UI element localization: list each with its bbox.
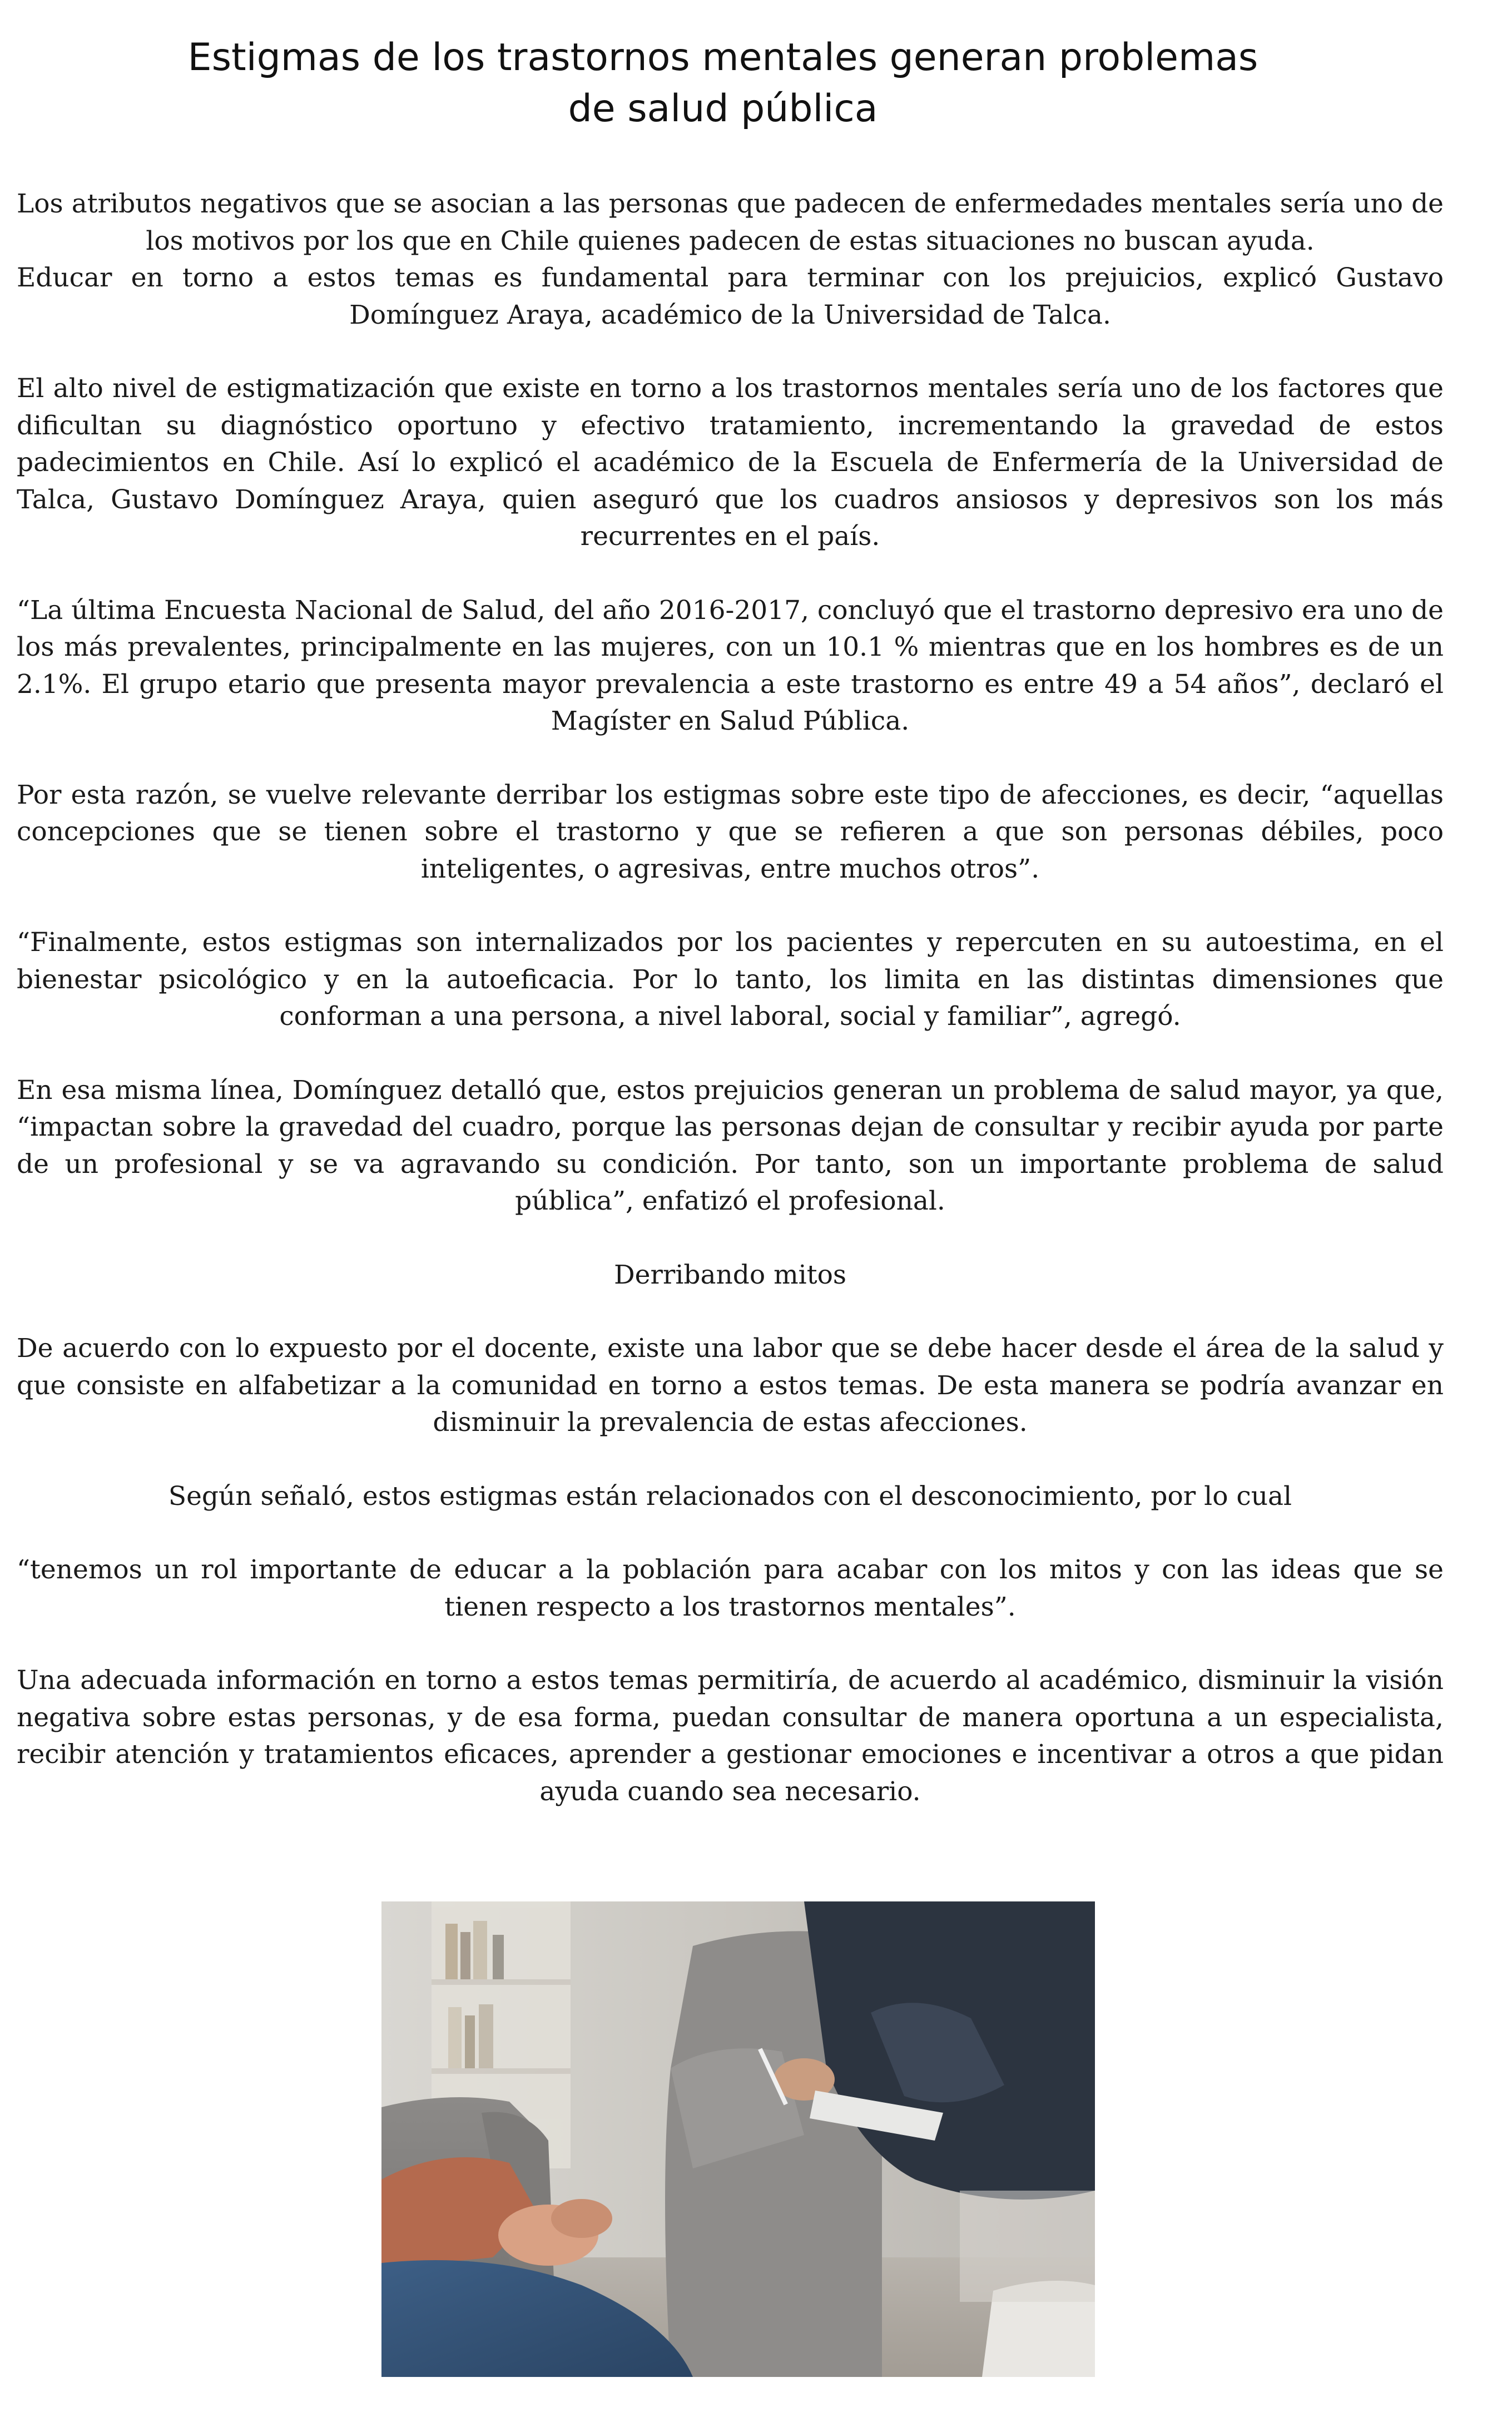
lead-paragraph-1: Los atributos negativos que se asocian a las personas que padecen de enfermedades mentales sería uno de los motivos por los que en Chile quienes padecen de estas situaciones no buscan ayuda. xyxy=(17,189,1444,256)
body-paragraph-2: “La última Encuesta Nacional de Salud, del año 2016-2017, concluyó que el trastorno depresivo era uno de los más prevalentes, principalmente en las mujeres, con un 10.1 % mientras que en los hombres es de un 2.1%. El grupo etario que presenta mayor prevalencia a este trastorno es entre 49 a 54 años”, declaró el Magíster en Salud Pública. xyxy=(17,595,1444,736)
body-paragraph-8: “tenemos un rol importante de educar a la población para acabar con los mitos y con las ideas que se tienen respecto a los trastornos mentales”. xyxy=(17,1554,1444,1622)
article-title xyxy=(167,32,1279,135)
body-paragraph-7: Según señaló, estos estigmas están relacionados con el desconocimiento, por lo cual xyxy=(168,1480,1292,1512)
body-paragraph-6: De acuerdo con lo expuesto por el docente, existe una labor que se debe hacer desde el área de la salud y que consiste en alfabetizar a la comunidad en torno a estos temas. De esta manera se podría avanzar en disminuir la prevalencia de estas afecciones. xyxy=(17,1333,1444,1438)
article-title-line-2: de salud pública xyxy=(568,87,878,131)
article-body xyxy=(17,186,1444,1810)
body-paragraph-4: “Finalmente, estos estigmas son internalizados por los pacientes y repercuten en su autoestima, en el bienestar psicológico y en la autoeficacia. Por lo tanto, los limita en las distintas dimensiones que conforman a una persona, a nivel laboral, social y familiar”, agregó. xyxy=(17,927,1444,1032)
body-paragraph-9: Una adecuada información en torno a estos temas permitiría, de acuerdo al académico, disminuir la visión negativa sobre estas personas, y de esa forma, puedan consultar de manera oportuna a un especialista, recibir atención y tratamientos eficaces, aprender a gestionar emociones e incentivar a otros a que pidan ayuda cuando sea necesario. xyxy=(17,1665,1444,1807)
body-paragraph-3: Por esta razón, se vuelve relevante derribar los estigmas sobre este tipo de afecciones, es decir, “aquellas concepciones que se tienen sobre el trastorno y que se refieren a que son personas débiles, poco inteligentes, o agresivas, entre muchos otros”. xyxy=(17,779,1444,884)
article-title-line-1: Estigmas de los trastornos mentales generan problemas xyxy=(187,36,1258,80)
therapy-session-illustration xyxy=(381,1901,1095,2377)
therapy-session-photo xyxy=(381,1901,1095,2377)
body-paragraph-1: El alto nivel de estigmatización que existe en torno a los trastornos mentales sería uno de los factores que dificultan su diagnóstico oportuno y efectivo tratamiento, incrementando la gravedad de estos padecimientos en Chile. Así lo explicó el académico de la Escuela de Enfermería de la Universidad de Talca, Gustavo Domínguez Araya, quien aseguró que los cuadros ansiosos y depresivos son los más recurrentes en el país. xyxy=(17,373,1444,552)
section-subheading: Derribando mitos xyxy=(613,1259,847,1290)
lead-paragraph-2: Educar en torno a estos temas es fundamental para terminar con los prejuicios, explicó Gustavo Domínguez Araya, académico de la Universidad de Talca. xyxy=(17,262,1444,330)
body-paragraph-5: En esa misma línea, Domínguez detalló que, estos prejuicios generan un problema de salud mayor, ya que, “impactan sobre la gravedad del cuadro, porque las personas dejan de consultar y recibir ayuda por parte de un profesional y se va agravando su condición. Por tanto, son un importante problema de salud pública”, enfatizó el profesional. xyxy=(17,1074,1444,1216)
